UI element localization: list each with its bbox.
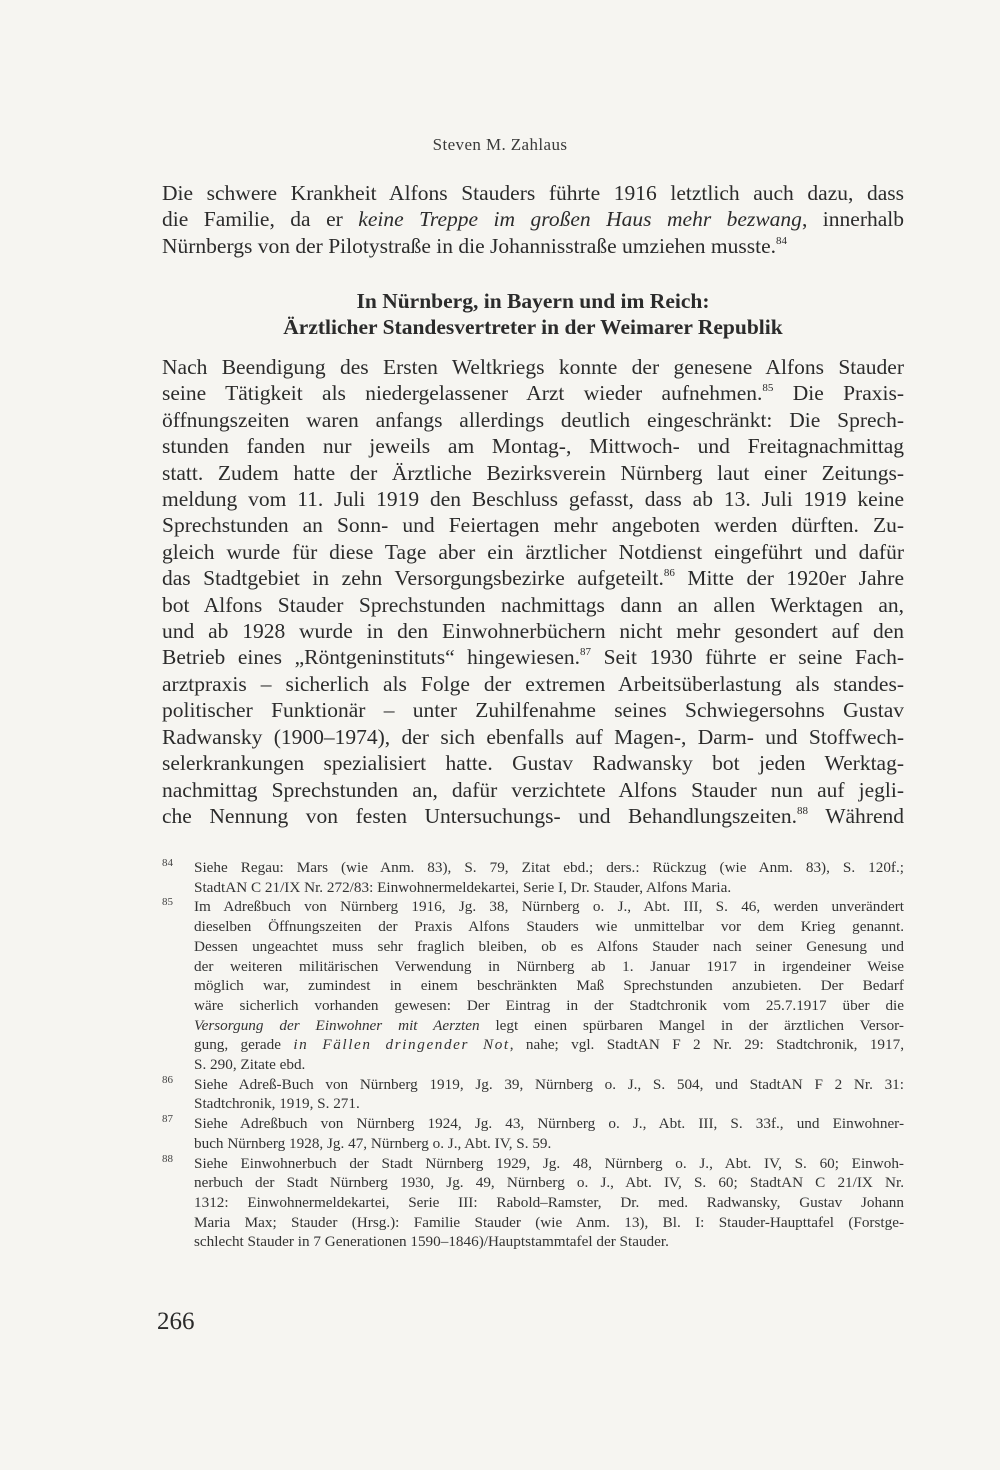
text-line: gleich wurde für diese Tage aber ein ärztlicher Notdienst eingeführt und dafür bbox=[162, 539, 904, 564]
footnote-line: S. 290, Zitate ebd. bbox=[194, 1056, 306, 1074]
footnote-number: 87 bbox=[162, 1113, 173, 1126]
footnote-line: nerbuch der Stadt Nürnberg 1930, Jg. 49, Nürnberg o. J., Abt. IV, S. 60; StadtAN C 21/IX Nr. bbox=[194, 1174, 904, 1192]
footnote-line: buch Nürnberg 1928, Jg. 47, Nürnberg o. J., Abt. IV, S. 59. bbox=[194, 1134, 552, 1152]
footnote-number: 85 bbox=[162, 896, 173, 909]
footnote-number: 88 bbox=[162, 1152, 173, 1165]
heading-line: Ärztlicher Standesvertreter in der Weimarer Republik bbox=[283, 315, 783, 339]
text-line: die Familie, da er keine Treppe im großen Haus mehr bezwang, innerhalb bbox=[162, 207, 904, 232]
text-line: Nürnbergs von der Pilotystraße in die Johannisstraße umziehen musste.$^{84}$ bbox=[162, 233, 788, 258]
footnote-line: gung, gerade in Fällen dringender Not, nahe; vgl. StadtAN F 2 Nr. 29: Stadtchronik, 1917, bbox=[194, 1036, 905, 1054]
running-head: Steven M. Zahlaus bbox=[432, 135, 568, 154]
footnote-ref[interactable]: 86 bbox=[663, 567, 675, 580]
footnote-line: Maria Max; Stauder (Hrsg.): Familie Stauder (wie Anm. 13), Bl. I: Stauder-Haupttafel (Forstge- bbox=[194, 1213, 904, 1231]
footnote-ref[interactable]: 88 bbox=[797, 804, 809, 817]
text-line: nachmittag Sprechstunden an, dafür verzichtete Alfons Stauder nun auf jegli- bbox=[162, 777, 904, 802]
footnote-86 bbox=[162, 1075, 904, 1114]
footnote-87 bbox=[162, 1114, 904, 1153]
emphasis-quote: in Fällen dringender Not bbox=[293, 1036, 510, 1054]
text-line: seine Tätigkeit als niedergelassener Arzt wieder aufnehmen.$^{85}$ Die Praxis- bbox=[162, 381, 904, 406]
footnote-line: Dessen ungeachtet muss sehr fraglich bleiben, ob es Alfons Stauder nach seiner Genesung und bbox=[194, 937, 904, 955]
text-line: selerkrankungen spezialisiert hatte. Gustav Radwansky bot jeden Werktag- bbox=[162, 751, 904, 776]
heading-line: In Nürnberg, in Bayern und im Reich: bbox=[356, 289, 710, 313]
footnote-number: 86 bbox=[162, 1073, 173, 1086]
text-line: bot Alfons Stauder Sprechstunden nachmittags dann an allen Werktagen an, bbox=[162, 592, 904, 617]
footnote-line: 1312: Einwohnermeldekartei, Serie III: Rabold–Ramster, Dr. med. Radwansky, Gustav Johann bbox=[194, 1193, 904, 1211]
footnote-line: der weiteren militärischen Verwendung in Nürnberg ab 1. Januar 1917 in irgendeiner Weise bbox=[194, 957, 904, 975]
footnote-line: StadtAN C 21/IX Nr. 272/83: Einwohnermeldekartei, Serie I, Dr. Stauder, Alfons Maria. bbox=[194, 878, 732, 896]
text-line: das Stadtgebiet in zehn Versorgungsbezirke aufgeteilt.$^{86}$ Mitte der 1920er Jahre bbox=[162, 566, 904, 591]
text-line: statt. Zudem hatte der Ärztliche Bezirksverein Nürnberg laut einer Zeitungs- bbox=[162, 460, 904, 485]
footnote-85 bbox=[162, 897, 904, 1074]
footnote-line: dieselben Öffnungszeiten der Praxis Alfons Stauders wie unmittelbar vor dem Krieg genannt. bbox=[194, 918, 904, 936]
footnote-line: schlecht Stauder in 7 Generationen 1590–1846)/Hauptstammtafel der Stauder. bbox=[194, 1233, 669, 1251]
footnote-line: Siehe Einwohnerbuch der Stadt Nürnberg 1929, Jg. 48, Nürnberg o. J., Abt. IV, S. 60; Einwoh- bbox=[194, 1154, 904, 1172]
main-paragraph bbox=[162, 354, 904, 829]
text-line: che Nennung von festen Untersuchungs- und Behandlungszeiten.$^{88}$ Während bbox=[162, 803, 904, 828]
text-line: Betrieb eines „Röntgeninstituts“ hingewiesen.$^{87}$ Seit 1930 führte er seine Fach- bbox=[162, 645, 904, 670]
footnote-ref[interactable]: 87 bbox=[580, 646, 592, 659]
text-line: Radwansky (1900–1974), der sich ebenfalls auf Magen-, Darm- und Stoffwech- bbox=[162, 724, 904, 749]
text-line: Nach Beendigung des Ersten Weltkriegs konnte der genesene Alfons Stauder bbox=[162, 355, 904, 379]
text-line: meldung vom 11. Juli 1919 den Beschluss gefasst, dass ab 13. Juli 1919 keine bbox=[162, 487, 904, 512]
footnote-line: wäre sicherlich vorhanden gewesen: Der Eintrag in der Stadtchronik vom 25.7.1917 über die bbox=[194, 996, 904, 1014]
footnote-84 bbox=[162, 858, 904, 897]
footnote-line: Siehe Adreß-Buch von Nürnberg 1919, Jg. 39, Nürnberg o. J., S. 504, und StadtAN F 2 Nr. 31: bbox=[194, 1075, 904, 1093]
page-number: 266 bbox=[157, 1308, 195, 1335]
footnote-ref[interactable]: 85 bbox=[762, 382, 774, 395]
text-line: arztpraxis – sicherlich als Folge der extremen Arbeitsüberlastung als standes- bbox=[162, 671, 904, 696]
emphasis-quote: keine Treppe im großen Haus mehr bezwang bbox=[358, 207, 802, 232]
footnote-line: Siehe Regau: Mars (wie Anm. 83), S. 79, Zitat ebd.; ders.: Rückzug (wie Anm. 83), S. 120f.; bbox=[194, 859, 904, 876]
footnote-line: Versorgung der Einwohner mit Aerzten legt einen spürbaren Mangel in der ärztlichen Versor- bbox=[194, 1016, 904, 1034]
intro-paragraph bbox=[162, 180, 904, 259]
text-line: politischer Funktionär – unter Zuhilfenahme seines Schwiegersohns Gustav bbox=[162, 698, 904, 723]
emphasis-quote: Versorgung der Einwohner mit Aerzten bbox=[194, 1016, 480, 1034]
text-line: stunden fanden nur jeweils am Montag-, Mittwoch- und Freitagnachmittag bbox=[162, 434, 904, 459]
section-heading bbox=[162, 288, 904, 340]
text-line: Die schwere Krankheit Alfons Stauders führte 1916 letztlich auch dazu, dass bbox=[162, 181, 904, 205]
text-line: öffnungszeiten waren anfangs allerdings deutlich eingeschränkt: Die Sprech- bbox=[162, 407, 904, 432]
footnote-88 bbox=[162, 1154, 904, 1253]
footnote-line: Stadtchronik, 1919, S. 271. bbox=[194, 1095, 360, 1113]
footnote-number: 84 bbox=[162, 857, 173, 869]
footnote-line: Siehe Adreßbuch von Nürnberg 1924, Jg. 43, Nürnberg o. J., Abt. III, S. 33f., und Einwohner- bbox=[194, 1115, 904, 1133]
footnote-line: Im Adreßbuch von Nürnberg 1916, Jg. 38, Nürnberg o. J., Abt. III, S. 46, werden unverändert bbox=[194, 898, 904, 916]
footnote-line: möglich war, zumindest in einem beschränkten Maß Sprechstunden anzubieten. Der Bedarf bbox=[194, 977, 904, 995]
text-line: Sprechstunden an Sonn- und Feiertagen mehr angeboten werden dürften. Zu- bbox=[162, 513, 904, 538]
text-line: und ab 1928 wurde in den Einwohnerbüchern nicht mehr gesondert auf den bbox=[162, 619, 904, 644]
footnote-ref[interactable]: 84 bbox=[776, 234, 788, 247]
footnotes bbox=[162, 858, 904, 1252]
